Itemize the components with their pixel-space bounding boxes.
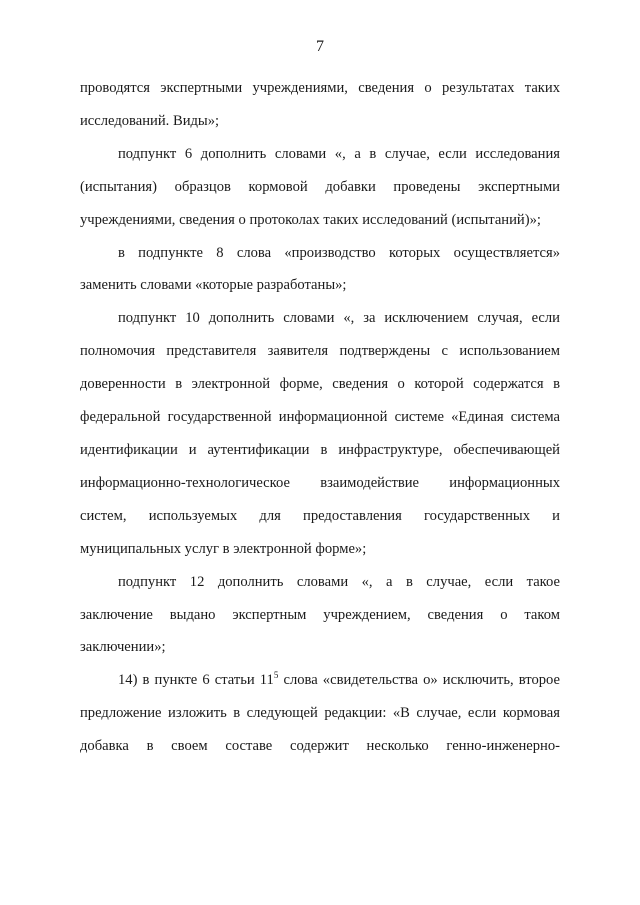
text-line: информационно-технологическое взаимодействие информационных bbox=[80, 474, 560, 491]
paragraph-item-14 bbox=[80, 664, 560, 763]
text-line: заключении»; bbox=[80, 639, 166, 656]
text-line: систем, используемых для предоставления государственных и bbox=[80, 507, 560, 524]
text-line: подпункт 6 дополнить словами «, а в случае, если исследования bbox=[118, 145, 560, 162]
text-line: в подпункте 8 слова «производство которых осуществляется» bbox=[118, 244, 560, 261]
text-line: подпункт 10 дополнить словами «, за исключением случая, если bbox=[118, 310, 560, 327]
text-line: добавка в своем составе содержит несколько генно-инженерно- bbox=[80, 738, 560, 755]
text-line: заключение выдано экспертным учреждением, сведения о таком bbox=[80, 606, 560, 623]
text-fragment: слова «свидетельства о» исключить, второе bbox=[278, 672, 560, 689]
text-line: доверенности в электронной форме, сведения о которой содержатся в bbox=[80, 376, 560, 393]
paragraph-subitem-6 bbox=[80, 138, 560, 237]
paragraph-continuation bbox=[80, 72, 560, 138]
document-body bbox=[80, 72, 560, 763]
text-line: предложение изложить в следующей редакции: «В случае, если кормовая bbox=[80, 705, 560, 722]
text-line: полномочия представителя заявителя подтверждены с использованием bbox=[80, 343, 560, 360]
paragraph-subitem-10 bbox=[80, 302, 560, 565]
text-line: идентификации и аутентификации в инфраструктуре, обеспечивающей bbox=[80, 441, 560, 458]
paragraph-subitem-8 bbox=[80, 237, 560, 303]
text-line: проводятся экспертными учреждениями, сведения о результатах таких bbox=[80, 80, 560, 96]
text-line: (испытания) образцов кормовой добавки проведены экспертными bbox=[80, 178, 560, 195]
text-line: муниципальных услуг в электронной форме»; bbox=[80, 540, 367, 557]
text-line bbox=[80, 664, 560, 697]
page-number: 7 bbox=[316, 38, 324, 55]
text-line: учреждениями, сведения о протоколах таких исследований (испытаний)»; bbox=[80, 211, 541, 228]
text-line: заменить словами «которые разработаны»; bbox=[80, 277, 347, 294]
text-line: исследований. Виды»; bbox=[80, 112, 220, 129]
text-fragment: 14) в пункте 6 статьи 11 bbox=[118, 672, 274, 689]
text-line: федеральной государственной информационной системе «Единая система bbox=[80, 409, 560, 426]
superscript: 5 bbox=[273, 670, 279, 681]
paragraph-subitem-12 bbox=[80, 566, 560, 665]
text-line: подпункт 12 дополнить словами «, а в случае, если такое bbox=[118, 573, 560, 590]
